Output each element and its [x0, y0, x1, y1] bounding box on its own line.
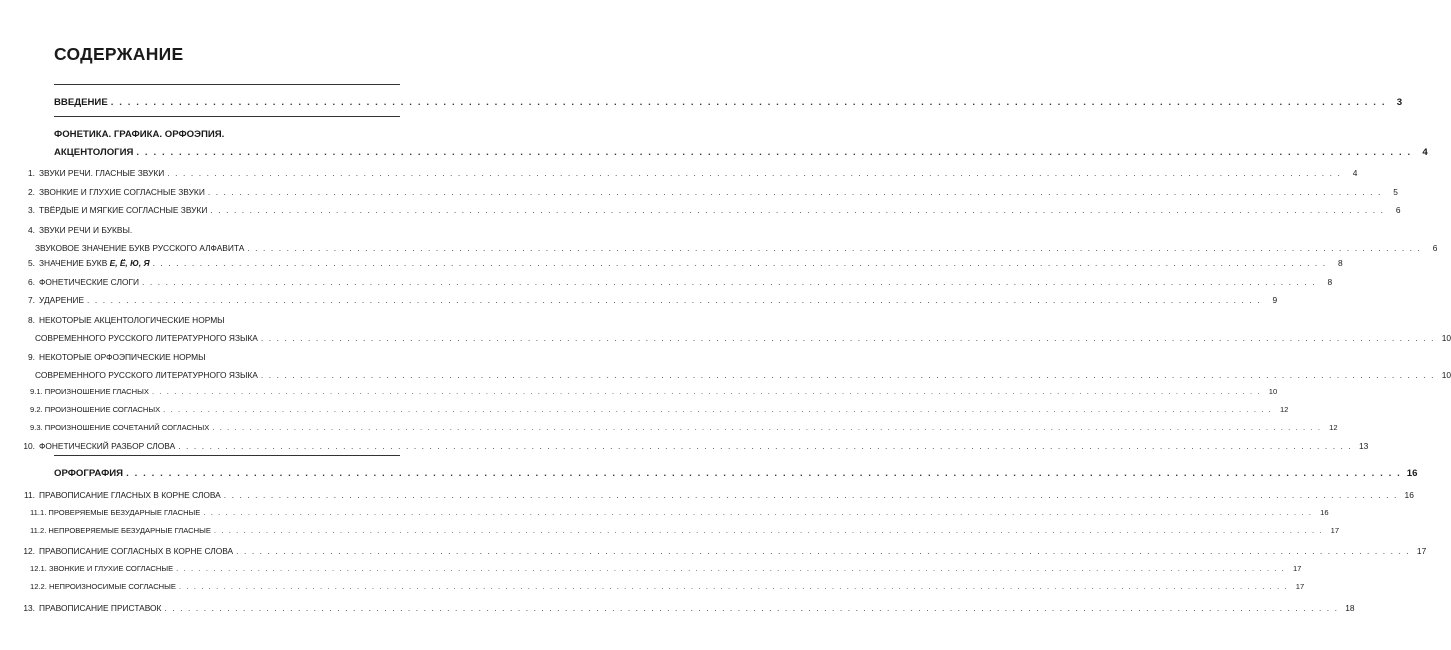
dot-leader: . . . . . . . . . . . . . . . . . . . . . . . . . . . . . . . . . . . . . . . . . . . . . . . . . . . . . . . . . . . . . . . . . . . . . . . . . . . . . . . . . . . . . . . . . . . . . . . . . . . . . . . . . . . . . . . . . . . . . . . . . . . . . . . . . . . . . . . . . . . . . . . . . . . . . .: [163, 405, 1273, 414]
page-number: 17: [1292, 564, 1302, 573]
dot-leader: . . . . . . . . . . . . . . . . . . . . . . . . . . . . . . . . . . . . . . . . . . . . . . . . . . . . . . . . . . . . . . . . . . . . . . . . . . . . . . . . . . . . . . . . . . . . . . . . . . . . . . . . . . . . . . . . . . . . . . . . . . . . . . . . . . . . . . . . . . . . . . . . . . . . . .: [203, 508, 1313, 517]
entry-number: 10.: [23, 441, 35, 451]
toc-entry[interactable]: [18, 313, 400, 327]
entry-number: 12.: [23, 546, 35, 556]
toc-entry[interactable]: [18, 544, 1427, 558]
toc-entry[interactable]: [30, 506, 1329, 520]
entry-number: 7.: [28, 295, 35, 305]
dot-leader: . . . . . . . . . . . . . . . . . . . . . . . . . . . . . . . . . . . . . . . . . . . . . . . . . . . . . . . . . . . . . . . . . . . . . . . . . . . . . . . . . . . . . . . . . . . . . . . . . . . . . . . . . . . . . . . . . . . . . . . . . . . . . . . . . . . . . . . . . . . . . . . . . . . . . .: [152, 258, 1327, 268]
toc-section[interactable]: [54, 128, 400, 142]
entry-title: СОВРЕМЕННОГО РУССКОГО ЛИТЕРАТУРНОГО ЯЗЫКА: [35, 333, 258, 343]
page-number: 10: [1268, 387, 1278, 396]
entry-title: 9.3. ПРОИЗНОШЕНИЕ СОЧЕТАНИЙ СОГЛАСНЫХ: [30, 423, 210, 432]
dot-leader: . . . . . . . . . . . . . . . . . . . . . . . . . . . . . . . . . . . . . . . . . . . . . . . . . . . . . . . . . . . . . . . . . . . . . . . . . . . . . . . . . . . . . . . . . . . . . . . . . . . . . . . . . . . . . . . . . . . . . . . . . . . . . . . . . . . . . . . . . . . . . . . . . . . . . .: [110, 97, 1387, 108]
entry-number: 8.: [28, 315, 35, 325]
entry-title: 9.2. ПРОИЗНОШЕНИЕ СОГЛАСНЫХ: [30, 405, 161, 414]
entry-title: ОРФОГРАФИЯ: [54, 468, 124, 479]
toc-entry[interactable]: [35, 331, 1451, 345]
toc-entry[interactable]: [18, 439, 1369, 453]
dot-leader: . . . . . . . . . . . . . . . . . . . . . . . . . . . . . . . . . . . . . . . . . . . . . . . . . . . . . . . . . . . . . . . . . . . . . . . . . . . . . . . . . . . . . . . . . . . . . . . . . . . . . . . . . . . . . . . . . . . . . . . . . . . . . . . . . . . . . . . . . . . . . . . . . . . . . .: [151, 387, 1262, 396]
dot-leader: . . . . . . . . . . . . . . . . . . . . . . . . . . . . . . . . . . . . . . . . . . . . . . . . . . . . . . . . . . . . . . . . . . . . . . . . . . . . . . . . . . . . . . . . . . . . . . . . . . . . . . . . . . . . . . . . . . . . . . . . . . . . . . . . . . . . . . . . . . . . . . . . . . . . . .: [207, 187, 1382, 197]
toc-entry[interactable]: [18, 223, 400, 237]
entry-title: ФОНЕТИЧЕСКИЙ РАЗБОР СЛОВА: [39, 441, 176, 451]
page-number: 8: [1338, 258, 1343, 268]
dot-leader: . . . . . . . . . . . . . . . . . . . . . . . . . . . . . . . . . . . . . . . . . . . . . . . . . . . . . . . . . . . . . . . . . . . . . . . . . . . . . . . . . . . . . . . . . . . . . . . . . . . . . . . . . . . . . . . . . . . . . . . . . . . . . . . . . . . . . . . . . . . . . . . . . . . . . .: [142, 277, 1317, 287]
entry-title: УДАРЕНИЕ: [39, 295, 85, 305]
section-divider: [54, 84, 400, 85]
toc-section[interactable]: [54, 146, 1428, 160]
entry-title: ПРАВОПИСАНИЕ ПРИСТАВОК: [39, 603, 162, 613]
entry-title: ЗВОНКИЕ И ГЛУХИЕ СОГЛАСНЫЕ ЗВУКИ: [39, 187, 205, 197]
page-number: 3: [1396, 97, 1403, 108]
dot-leader: . . . . . . . . . . . . . . . . . . . . . . . . . . . . . . . . . . . . . . . . . . . . . . . . . . . . . . . . . . . . . . . . . . . . . . . . . . . . . . . . . . . . . . . . . . . . . . . . . . . . . . . . . . . . . . . . . . . . . . . . . . . . . . . . . . . . . . . . . . . . . . . . . . . . . .: [87, 295, 1262, 305]
entry-number: 13.: [23, 603, 35, 613]
entry-title: 11.1. ПРОВЕРЯЕМЫЕ БЕЗУДАРНЫЕ ГЛАСНЫЕ: [30, 508, 201, 517]
page-number: 10: [1441, 333, 1451, 343]
page-number: 10: [1441, 370, 1451, 380]
dot-leader: . . . . . . . . . . . . . . . . . . . . . . . . . . . . . . . . . . . . . . . . . . . . . . . . . . . . . . . . . . . . . . . . . . . . . . . . . . . . . . . . . . . . . . . . . . . . . . . . . . . . . . . . . . . . . . . . . . . . . . . . . . . . . . . . . . . . . . . . . . . . . . . . . . . . . .: [178, 582, 1289, 591]
page-number: 9: [1272, 295, 1278, 305]
entry-number: 9.: [28, 352, 35, 362]
entry-number: 3.: [28, 205, 35, 215]
dot-leader: . . . . . . . . . . . . . . . . . . . . . . . . . . . . . . . . . . . . . . . . . . . . . . . . . . . . . . . . . . . . . . . . . . . . . . . . . . . . . . . . . . . . . . . . . . . . . . . . . . . . . . . . . . . . . . . . . . . . . . . . . . . . . . . . . . . . . . . . . . . . . . . . . . . . . .: [247, 243, 1422, 253]
toc-entry[interactable]: [30, 403, 1289, 417]
dot-leader: . . . . . . . . . . . . . . . . . . . . . . . . . . . . . . . . . . . . . . . . . . . . . . . . . . . . . . . . . . . . . . . . . . . . . . . . . . . . . . . . . . . . . . . . . . . . . . . . . . . . . . . . . . . . . . . . . . . . . . . . . . . . . . . . . . . . . . . . . . . . . . . . . . . . . .: [210, 205, 1385, 215]
page-number: 16: [1406, 468, 1418, 479]
page-number: 4: [1352, 168, 1358, 178]
toc-entry[interactable]: [18, 601, 1355, 615]
entry-title: ЗНАЧЕНИЕ БУКВ Е, Ё, Ю, Я: [39, 258, 150, 268]
dot-leader: . . . . . . . . . . . . . . . . . . . . . . . . . . . . . . . . . . . . . . . . . . . . . . . . . . . . . . . . . . . . . . . . . . . . . . . . . . . . . . . . . . . . . . . . . . . . . . . . . . . . . . . . . . . . . . . . . . . . . . . . . . . . . . . . . . . . . . . . . . . . . . . . . . . . . .: [236, 546, 1411, 556]
entry-title: ПРАВОПИСАНИЕ ГЛАСНЫХ В КОРНЕ СЛОВА: [39, 490, 221, 500]
toc-entry[interactable]: [18, 203, 1401, 217]
entry-title: ЗВУКОВОЕ ЗНАЧЕНИЕ БУКВ РУССКОГО АЛФАВИТА: [35, 243, 245, 253]
page-number: 18: [1345, 603, 1355, 613]
entry-number: 6.: [28, 277, 35, 287]
page-number: 8: [1327, 277, 1333, 287]
entry-title: 11.2. НЕПРОВЕРЯЕМЫЕ БЕЗУДАРНЫЕ ГЛАСНЫЕ: [30, 526, 211, 535]
dot-leader: . . . . . . . . . . . . . . . . . . . . . . . . . . . . . . . . . . . . . . . . . . . . . . . . . . . . . . . . . . . . . . . . . . . . . . . . . . . . . . . . . . . . . . . . . . . . . . . . . . . . . . . . . . . . . . . . . . . . . . . . . . . . . . . . . . . . . . . . . . . . . . . . . . . . . .: [164, 603, 1339, 613]
section-divider: [54, 116, 400, 117]
page-number: 13: [1359, 441, 1369, 451]
dot-leader: . . . . . . . . . . . . . . . . . . . . . . . . . . . . . . . . . . . . . . . . . . . . . . . . . . . . . . . . . . . . . . . . . . . . . . . . . . . . . . . . . . . . . . . . . . . . . . . . . . . . . . . . . . . . . . . . . . . . . . . . . . . . . . . . . . . . . . . . . . . . . . . . . . . . . .: [260, 333, 1436, 343]
page-number: 12: [1329, 423, 1338, 432]
entry-title: ТВЁРДЫЕ И МЯГКИЕ СОГЛАСНЫЕ ЗВУКИ: [39, 205, 208, 215]
toc-entry[interactable]: [30, 385, 1278, 399]
dot-leader: . . . . . . . . . . . . . . . . . . . . . . . . . . . . . . . . . . . . . . . . . . . . . . . . . . . . . . . . . . . . . . . . . . . . . . . . . . . . . . . . . . . . . . . . . . . . . . . . . . . . . . . . . . . . . . . . . . . . . . . . . . . . . . . . . . . . . . . . . . . . . . . . . . . . . .: [260, 370, 1436, 380]
toc-entry[interactable]: [30, 562, 1302, 576]
page-number: 16: [1320, 508, 1329, 517]
toc-section[interactable]: [54, 467, 1418, 481]
entry-title: ЗВУКИ РЕЧИ. ГЛАСНЫЕ ЗВУКИ: [39, 168, 165, 178]
page-number: 4: [1422, 147, 1428, 158]
toc-entry[interactable]: [35, 368, 1451, 382]
toc-entry[interactable]: [18, 293, 1278, 307]
page-number: 16: [1404, 490, 1414, 500]
entry-number: 1.: [28, 168, 35, 178]
page-number: 6: [1432, 243, 1438, 253]
dot-leader: . . . . . . . . . . . . . . . . . . . . . . . . . . . . . . . . . . . . . . . . . . . . . . . . . . . . . . . . . . . . . . . . . . . . . . . . . . . . . . . . . . . . . . . . . . . . . . . . . . . . . . . . . . . . . . . . . . . . . . . . . . . . . . . . . . . . . . . . . . . . . . . . . . . . . .: [176, 564, 1286, 573]
entry-title: ПРАВОПИСАНИЕ СОГЛАСНЫХ В КОРНЕ СЛОВА: [39, 546, 234, 556]
toc-entry[interactable]: [35, 241, 1438, 255]
page-title: СОДЕРЖАНИЕ: [54, 44, 184, 64]
dot-leader: . . . . . . . . . . . . . . . . . . . . . . . . . . . . . . . . . . . . . . . . . . . . . . . . . . . . . . . . . . . . . . . . . . . . . . . . . . . . . . . . . . . . . . . . . . . . . . . . . . . . . . . . . . . . . . . . . . . . . . . . . . . . . . . . . . . . . . . . . . . . . . . . . . . . . .: [212, 423, 1322, 432]
entry-title: СОВРЕМЕННОГО РУССКОГО ЛИТЕРАТУРНОГО ЯЗЫКА: [35, 370, 258, 380]
entry-title: НЕКОТОРЫЕ АКЦЕНТОЛОГИЧЕСКИЕ НОРМЫ: [39, 315, 225, 325]
page-number: 6: [1395, 205, 1401, 215]
page-number: 5: [1393, 187, 1398, 197]
entry-title-emphasis: Е, Ё, Ю, Я: [109, 258, 150, 268]
section-divider: [54, 455, 400, 456]
dot-leader: . . . . . . . . . . . . . . . . . . . . . . . . . . . . . . . . . . . . . . . . . . . . . . . . . . . . . . . . . . . . . . . . . . . . . . . . . . . . . . . . . . . . . . . . . . . . . . . . . . . . . . . . . . . . . . . . . . . . . . . . . . . . . . . . . . . . . . . . . . . . . . . . . . . . . .: [213, 526, 1324, 535]
toc-entry[interactable]: [18, 256, 1343, 270]
toc-entry[interactable]: [18, 275, 1333, 289]
page-number: 17: [1330, 526, 1340, 535]
entry-title: ФОНЕТИКА. ГРАФИКА. ОРФОЭПИЯ.: [54, 129, 225, 140]
page-number: 17: [1295, 582, 1305, 591]
entry-title: ЗВУКИ РЕЧИ И БУКВЫ.: [39, 225, 133, 235]
entry-title: ВВЕДЕНИЕ: [54, 97, 108, 108]
entry-title: 9.1. ПРОИЗНОШЕНИЕ ГЛАСНЫХ: [30, 387, 149, 396]
page-number: 12: [1279, 405, 1289, 414]
page-number: 17: [1416, 546, 1427, 556]
entry-number: 4.: [28, 225, 35, 235]
entry-number: 11.: [23, 490, 35, 500]
toc-entry[interactable]: [18, 488, 1414, 502]
toc-entry[interactable]: [18, 166, 1358, 180]
entry-title: 12.1. ЗВОНКИЕ И ГЛУХИЕ СОГЛАСНЫЕ: [30, 564, 174, 573]
dot-leader: . . . . . . . . . . . . . . . . . . . . . . . . . . . . . . . . . . . . . . . . . . . . . . . . . . . . . . . . . . . . . . . . . . . . . . . . . . . . . . . . . . . . . . . . . . . . . . . . . . . . . . . . . . . . . . . . . . . . . . . . . . . . . . . . . . . . . . . . . . . . . . . . . . . . . .: [136, 147, 1412, 158]
entry-title: ФОНЕТИЧЕСКИЕ СЛОГИ: [39, 277, 140, 287]
entry-title: АКЦЕНТОЛОГИЯ: [54, 147, 134, 158]
dot-leader: . . . . . . . . . . . . . . . . . . . . . . . . . . . . . . . . . . . . . . . . . . . . . . . . . . . . . . . . . . . . . . . . . . . . . . . . . . . . . . . . . . . . . . . . . . . . . . . . . . . . . . . . . . . . . . . . . . . . . . . . . . . . . . . . . . . . . . . . . . . . . . . . . . . . . .: [126, 468, 1402, 479]
toc-section[interactable]: [54, 96, 1403, 110]
toc-entry[interactable]: [30, 524, 1340, 538]
dot-leader: . . . . . . . . . . . . . . . . . . . . . . . . . . . . . . . . . . . . . . . . . . . . . . . . . . . . . . . . . . . . . . . . . . . . . . . . . . . . . . . . . . . . . . . . . . . . . . . . . . . . . . . . . . . . . . . . . . . . . . . . . . . . . . . . . . . . . . . . . . . . . . . . . . . . . .: [178, 441, 1353, 451]
entry-number: 2.: [28, 187, 35, 197]
toc-entry[interactable]: [18, 350, 400, 364]
toc-entry[interactable]: [18, 185, 1398, 199]
entry-title: 12.2. НЕПРОИЗНОСИМЫЕ СОГЛАСНЫЕ: [30, 582, 176, 591]
dot-leader: . . . . . . . . . . . . . . . . . . . . . . . . . . . . . . . . . . . . . . . . . . . . . . . . . . . . . . . . . . . . . . . . . . . . . . . . . . . . . . . . . . . . . . . . . . . . . . . . . . . . . . . . . . . . . . . . . . . . . . . . . . . . . . . . . . . . . . . . . . . . . . . . . . . . . .: [167, 168, 1342, 178]
toc-entry[interactable]: [30, 580, 1305, 594]
entry-number: 5.: [28, 258, 35, 268]
toc-entry[interactable]: [30, 421, 1338, 435]
dot-leader: . . . . . . . . . . . . . . . . . . . . . . . . . . . . . . . . . . . . . . . . . . . . . . . . . . . . . . . . . . . . . . . . . . . . . . . . . . . . . . . . . . . . . . . . . . . . . . . . . . . . . . . . . . . . . . . . . . . . . . . . . . . . . . . . . . . . . . . . . . . . . . . . . . . . . .: [223, 490, 1398, 500]
entry-title: НЕКОТОРЫЕ ОРФОЭПИЧЕСКИЕ НОРМЫ: [39, 352, 206, 362]
